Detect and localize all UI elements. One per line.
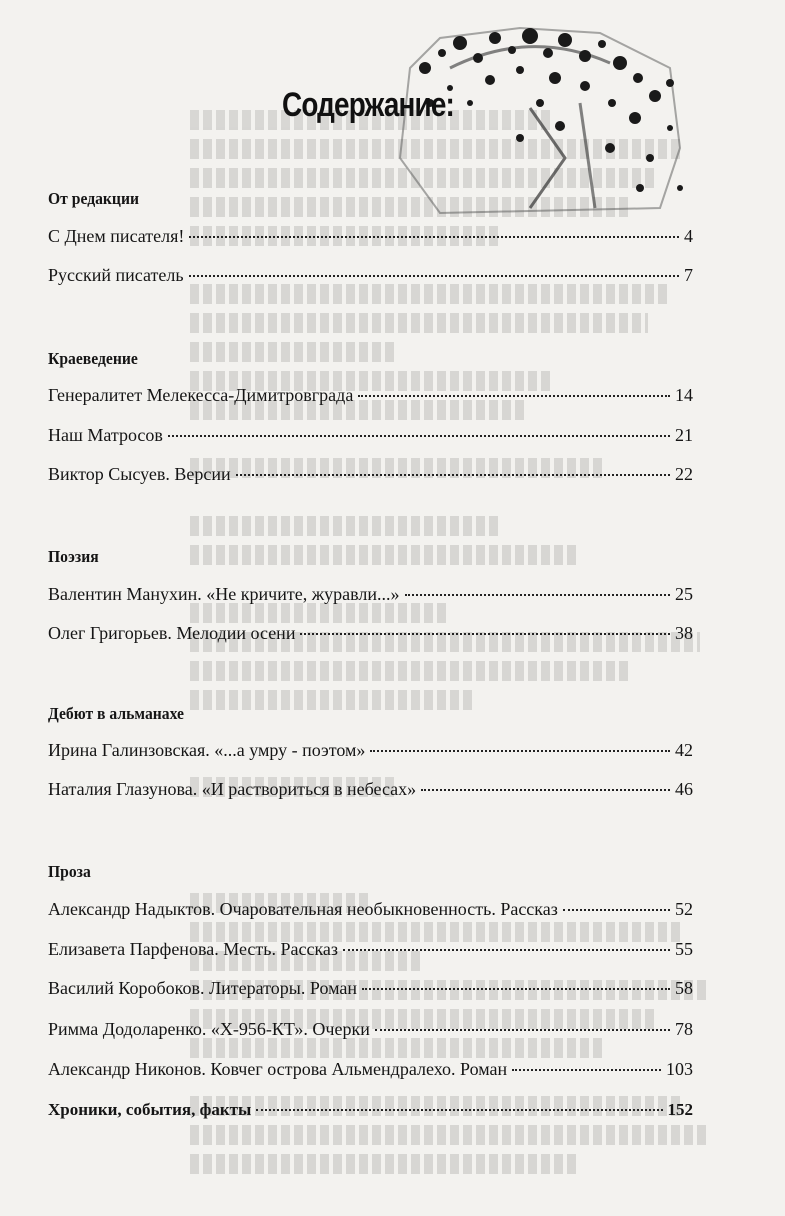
entry-title: Виктор Сысуев. Версии	[48, 464, 231, 484]
dot-leader	[236, 474, 670, 476]
toc-entry	[48, 740, 693, 761]
dot-leader	[375, 1029, 670, 1031]
dot-leader	[358, 395, 670, 397]
entry-title: Елизавета Парфенова. Месть. Рассказ	[48, 939, 339, 959]
entry-title: Хроники, события, факты	[48, 1100, 252, 1119]
toc-entry-chronicles	[48, 1100, 693, 1120]
entry-page: 103	[666, 1059, 693, 1079]
section-heading: Краеведение	[48, 349, 138, 368]
entry-title: Римма Додоларенко. «Х-956-КТ». Очерки	[48, 1019, 370, 1039]
toc-entry	[48, 779, 693, 800]
entry-title: Олег Григорьев. Мелодии осени	[48, 623, 296, 643]
section-heading: Дебют в альманахе	[48, 704, 184, 723]
entry-page: 52	[675, 899, 693, 919]
entry-title: Наш Матросов	[48, 425, 163, 445]
entry-page: 4	[684, 226, 693, 246]
entry-title: Василий Коробоков. Литераторы. Роман	[48, 978, 358, 998]
dot-leader	[362, 988, 670, 990]
entry-title: Александр Надыктов. Очаровательная необыкновенность. Рассказ	[48, 899, 558, 919]
dot-leader	[168, 435, 670, 437]
entry-title: С Днем писателя!	[48, 226, 185, 246]
entry-page: 152	[667, 1100, 693, 1119]
entry-page: 55	[675, 939, 693, 959]
dot-leader	[563, 909, 670, 911]
section-heading: От редакции	[48, 189, 139, 208]
entry-page: 25	[675, 584, 693, 604]
entry-page: 38	[675, 623, 693, 643]
dot-leader	[512, 1069, 661, 1071]
entry-title: Наталия Глазунова. «И раствориться в небесах»	[48, 779, 417, 799]
toc-entry	[48, 464, 693, 485]
toc-entry	[48, 899, 693, 920]
dot-leader	[370, 750, 670, 752]
entry-title: Валентин Манухин. «Не кричите, журавли...»	[48, 584, 400, 604]
entry-page: 21	[675, 425, 693, 445]
dot-leader	[189, 236, 679, 238]
dot-leader	[405, 594, 671, 596]
dot-leader	[343, 949, 670, 951]
section-heading: Поэзия	[48, 547, 99, 566]
entry-title: Русский писатель	[48, 265, 184, 285]
entry-page: 58	[675, 978, 693, 998]
toc-entry	[48, 385, 693, 406]
entry-page: 46	[675, 779, 693, 799]
page-title: Содержание:	[282, 86, 455, 124]
dot-leader	[421, 789, 670, 791]
entry-page: 22	[675, 464, 693, 484]
entry-title: Генералитет Мелекесса-Димитровграда	[48, 385, 354, 405]
toc-entry	[48, 425, 693, 446]
entry-page: 7	[684, 265, 693, 285]
toc-entry	[48, 1019, 693, 1040]
toc-entry	[48, 978, 693, 999]
entry-page: 78	[675, 1019, 693, 1039]
entry-page: 42	[675, 740, 693, 760]
toc-entry	[48, 265, 693, 286]
toc-entry	[48, 584, 693, 605]
entry-title: Александр Никонов. Ковчег острова Альмендралехо. Роман	[48, 1059, 508, 1079]
toc-entry	[48, 623, 693, 644]
dot-leader	[256, 1109, 662, 1111]
toc-entry	[48, 1059, 693, 1080]
toc-entry	[48, 939, 693, 960]
section-heading: Проза	[48, 862, 91, 881]
dot-leader	[189, 275, 679, 277]
entry-title: Ирина Галинзовская. «...а умру - поэтом»	[48, 740, 366, 760]
entry-page: 14	[675, 385, 693, 405]
toc-entry	[48, 226, 693, 247]
dot-leader	[300, 633, 670, 635]
